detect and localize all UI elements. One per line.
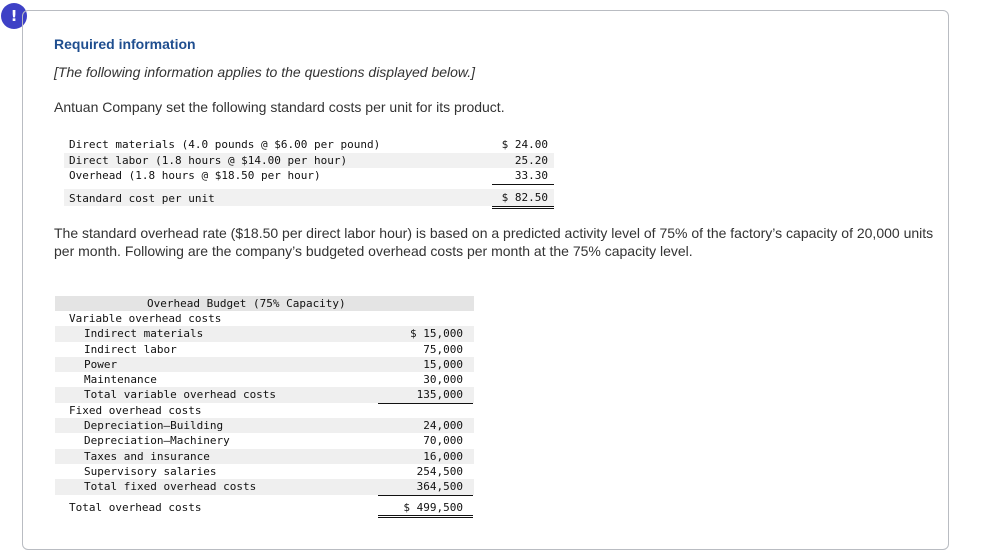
- row-label: Taxes and insurance: [84, 449, 210, 463]
- row-label: Total variable overhead costs: [84, 388, 277, 402]
- row-label: Depreciation—Building: [84, 419, 224, 433]
- row-label: Power: [84, 357, 118, 371]
- overhead-rate-paragraph: The standard overhead rate ($18.50 per direct labor hour) is based on a predicted activity level of 75% of the factory’s capacity of 20,000 units per month. Following are the company’s budgeted overhead costs per month at the 75% capacity level.: [54, 225, 934, 259]
- exclamation-icon: !: [1, 3, 27, 29]
- grand-total-row: [55, 500, 474, 515]
- row-value: 75,000: [423, 342, 463, 356]
- instructions-text: [The following information applies to the questions displayed below.]: [54, 64, 476, 80]
- budget-row: [55, 418, 474, 433]
- intro-text: Antuan Company set the following standard costs per unit for its product.: [54, 99, 505, 115]
- budget-row: [55, 449, 474, 464]
- row-value: 25.20: [514, 153, 548, 167]
- variable-heading: Variable overhead costs: [69, 312, 222, 325]
- budget-row: [55, 342, 474, 357]
- overhead-budget-table: [55, 296, 474, 515]
- required-information-title: Required information: [54, 36, 196, 52]
- budget-row: [55, 326, 474, 341]
- row-value: $ 24.00: [501, 138, 548, 151]
- row-label: Direct materials (4.0 pounds @ $6.00 per pound): [69, 138, 381, 151]
- row-value: 24,000: [423, 419, 463, 433]
- row-value: $ 15,000: [410, 327, 463, 341]
- variable-total-row: [55, 387, 474, 402]
- standard-cost-row: [64, 168, 554, 184]
- row-label: Indirect labor: [84, 342, 177, 356]
- row-value: 16,000: [423, 449, 463, 463]
- fixed-heading-row: [55, 403, 474, 418]
- total-value: $ 82.50: [501, 190, 548, 204]
- standard-cost-total-row: [64, 189, 554, 206]
- fixed-heading: Fixed overhead costs: [69, 403, 202, 417]
- row-value: 70,000: [423, 434, 463, 448]
- total-label: Standard cost per unit: [69, 191, 215, 205]
- row-label: Total fixed overhead costs: [84, 480, 257, 494]
- budget-row: [55, 464, 474, 479]
- row-label: Overhead (1.8 hours @ $18.50 per hour): [69, 169, 321, 182]
- variable-heading-row: [55, 311, 474, 326]
- row-label: Depreciation—Machinery: [84, 434, 230, 448]
- row-value: 364,500: [416, 480, 463, 494]
- overhead-budget-header: [55, 296, 474, 311]
- row-label: Indirect materials: [84, 327, 204, 341]
- row-label: Maintenance: [84, 373, 157, 387]
- standard-cost-row: [64, 137, 554, 153]
- row-label: Direct labor (1.8 hours @ $14.00 per hour): [69, 153, 348, 167]
- row-value: 254,500: [416, 464, 463, 478]
- budget-row: [55, 372, 474, 387]
- row-value: $ 499,500: [403, 500, 463, 514]
- overhead-budget-title: Overhead Budget (75% Capacity): [147, 297, 346, 310]
- row-label: Total overhead costs: [69, 500, 202, 514]
- row-value: 33.30: [514, 169, 548, 182]
- standard-cost-table: [64, 137, 554, 206]
- fixed-total-row: [55, 479, 474, 494]
- row-value: 15,000: [423, 357, 463, 371]
- standard-cost-row: [64, 153, 554, 169]
- row-value: 30,000: [423, 373, 463, 387]
- row-label: Supervisory salaries: [84, 464, 217, 478]
- row-value: 135,000: [416, 388, 463, 402]
- budget-row: [55, 357, 474, 372]
- budget-row: [55, 433, 474, 448]
